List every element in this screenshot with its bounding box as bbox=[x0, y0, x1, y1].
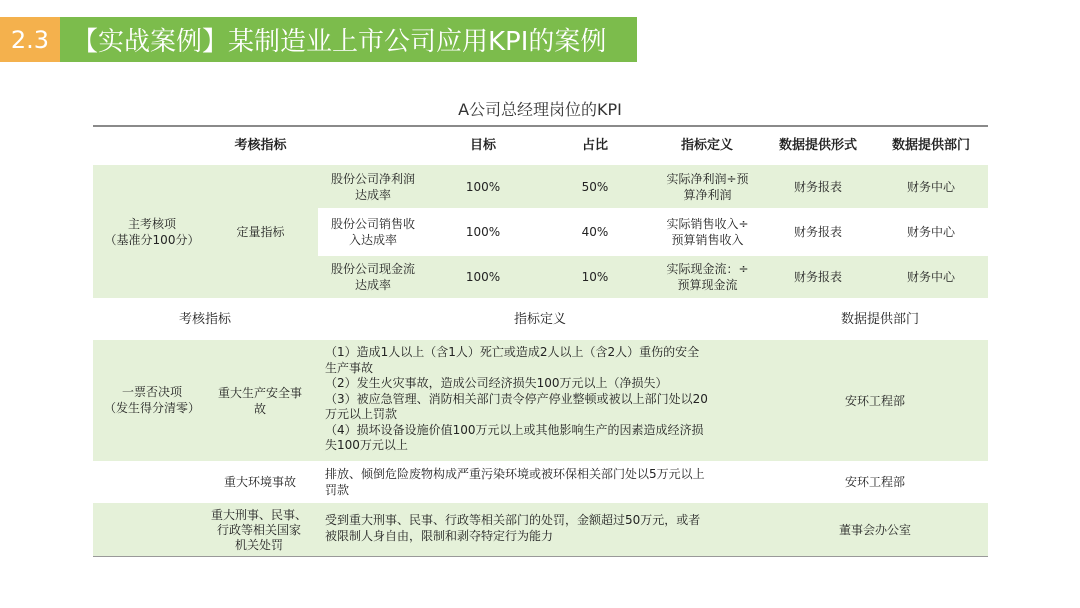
category-veto-items: 一票否决项 （发生得分清零） bbox=[103, 385, 200, 415]
kpi-data-form: 财务报表 bbox=[793, 270, 842, 284]
kpi-name: 股份公司净利润 达成率 bbox=[330, 172, 415, 202]
kpi-data-form: 财务报表 bbox=[793, 225, 842, 239]
kpi-name: 股份公司现金流 达成率 bbox=[330, 262, 415, 292]
table-caption: A公司总经理岗位的KPI bbox=[458, 100, 622, 119]
kpi-target: 100% bbox=[465, 180, 501, 194]
veto-dept: 董事会办公室 bbox=[838, 523, 911, 537]
kpi-definition: 实际净利润÷预 算净利润 bbox=[666, 172, 749, 202]
kpi-target: 100% bbox=[465, 225, 501, 239]
category-main-items: 主考核项 （基准分100分） bbox=[104, 217, 200, 247]
veto-name: 重大环境事故 bbox=[223, 475, 296, 489]
kpi-data-dept: 财务中心 bbox=[906, 180, 955, 194]
table-top-rule bbox=[93, 125, 988, 127]
col-header-target: 目标 bbox=[469, 138, 496, 153]
kpi-target: 100% bbox=[465, 270, 501, 284]
kpi-weight: 10% bbox=[581, 270, 609, 284]
veto-definition: 受到重大刑事、民事、行政等相关部门的处罚，金额超过50万元，或者 被限制人身自由，限制和剥夺特定行为能力 bbox=[325, 513, 701, 543]
section-title: 【实战案例】某制造业上市公司应用KPI的案例 bbox=[60, 17, 637, 62]
kpi-weight: 40% bbox=[581, 225, 609, 239]
table-bottom-rule bbox=[93, 556, 988, 557]
col-header-definition: 指标定义 bbox=[680, 138, 733, 153]
col-header-weight: 占比 bbox=[581, 138, 608, 153]
veto-name: 重大刑事、民事、 行政等相关国家 机关处罚 bbox=[210, 507, 307, 552]
veto-definition: 排放、倾倒危险废物构成严重污染环境或被环保相关部门处以5万元以上 罚款 bbox=[325, 467, 705, 497]
kpi-data-dept: 财务中心 bbox=[906, 225, 955, 239]
kpi-definition: 实际销售收入÷ 预算销售收入 bbox=[666, 217, 749, 247]
col-header-data-dept: 数据提供部门 bbox=[891, 138, 970, 153]
section-header-definition: 指标定义 bbox=[513, 312, 566, 327]
kpi-data-dept: 财务中心 bbox=[906, 270, 955, 284]
kpi-data-form: 财务报表 bbox=[793, 180, 842, 194]
sub-category-quantitative: 定量指标 bbox=[236, 225, 285, 239]
kpi-weight: 50% bbox=[581, 180, 609, 194]
veto-dept: 安环工程部 bbox=[844, 394, 905, 408]
section-header-dept: 数据提供部门 bbox=[840, 312, 919, 327]
col-header-data-form: 数据提供形式 bbox=[778, 138, 857, 153]
veto-name: 重大生产安全事 故 bbox=[217, 386, 302, 416]
veto-dept: 安环工程部 bbox=[844, 475, 905, 489]
section-header bbox=[0, 17, 637, 62]
col-header-indicator: 考核指标 bbox=[234, 138, 287, 153]
kpi-name: 股份公司销售收 入达成率 bbox=[330, 217, 415, 247]
kpi-definition: 实际现金流：÷ 预算现金流 bbox=[666, 262, 749, 292]
veto-definition: （1）造成1人以上（含1人）死亡或造成2人以上（含2人）重伤的安全 生产事故 （2）发生火灾事故，造成公司经济损失100万元以上（净损失） （3）被应急管理、消防相关部门责令停产停业整顿或被以上部门处以20 万元以上罚款 （4）损坏设备设施价值100万元以上或其他影响生产的因素造成经济损 失100万元以上 bbox=[325, 345, 708, 452]
section-number: 2.3 bbox=[0, 17, 60, 62]
section-header-indicator: 考核指标 bbox=[178, 312, 231, 327]
